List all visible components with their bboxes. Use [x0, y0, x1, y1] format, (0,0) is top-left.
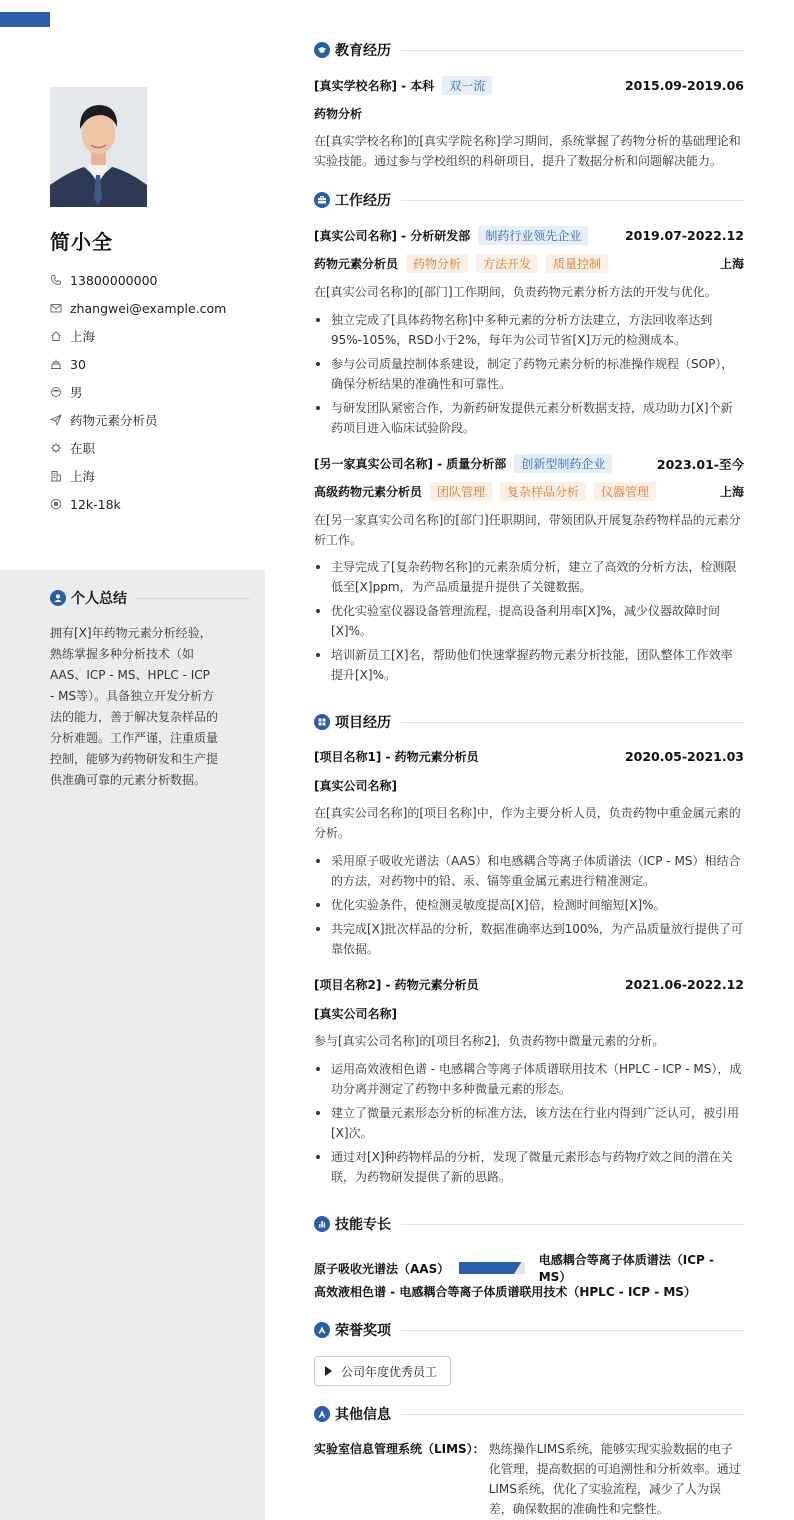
- job-1-desc: 在[真实公司名称]的[部门]工作期间，负责药物元素分析方法的开发与优化。: [314, 285, 717, 299]
- skill-label: 电感耦合等离子体质谱法（ICP - MS）: [538, 1253, 714, 1284]
- project-1-desc: 在[真实公司名称]的[项目名称]中，作为主要分析人员，负责药物中重金属元素的分析。: [314, 806, 741, 840]
- job-1-tag: 质量控制: [546, 254, 608, 273]
- award-icon: [314, 1322, 330, 1338]
- grid-icon: [314, 714, 330, 730]
- award-item[interactable]: [314, 1356, 451, 1386]
- job-1-bullets: [314, 310, 744, 442]
- age-icon: [50, 358, 62, 370]
- user-icon: [50, 590, 66, 606]
- projects-title: 项目经历: [335, 715, 391, 731]
- mail-icon: [50, 302, 62, 314]
- info-row-age: [50, 350, 250, 378]
- status-text: 在职: [70, 441, 96, 456]
- skill-label: 原子吸收光谱法（AAS）: [314, 1261, 450, 1276]
- other-item-value: 熟练操作LIMS系统，能够实现实验数据的电子化管理，提高数据的可追溯性和分析效率。通过LIMS系统，优化了实验流程，减少了人为误差，确保数据的准确性和完整性。: [488, 1442, 741, 1516]
- list-item: 运用高效液相色谱 - 电感耦合等离子体质谱联用技术（HPLC - ICP - MS），成功分离并测定了药物中多种微量元素的形态。: [314, 1059, 744, 1099]
- info-row-gender: [50, 378, 250, 406]
- contact-info: [50, 266, 250, 518]
- age-text: 30: [70, 356, 86, 372]
- job-2-header: [314, 454, 744, 473]
- job-2-bullets: [314, 557, 744, 689]
- job-1-company: [真实公司名称] - 分析研发部: [314, 229, 471, 243]
- building-icon: [50, 470, 62, 482]
- job-1-city: 上海: [719, 257, 744, 271]
- divider: [401, 1330, 744, 1331]
- salary-text: 12k-18k: [70, 496, 121, 512]
- play-icon: [325, 1366, 332, 1376]
- info-icon: [314, 1406, 330, 1422]
- project-1-date: 2020.05-2021.03: [624, 749, 744, 764]
- project-2-header: [314, 976, 744, 993]
- list-item: 独立完成了[具体药物名称]中多种元素的分析方法建立，方法回收率达到95%-105%，RSD小于2%，每年为公司节省[X]万元的检测成本。: [314, 310, 744, 350]
- info-row-status: [50, 434, 250, 462]
- location-text: 上海: [70, 329, 96, 344]
- home-icon: [50, 330, 62, 342]
- skills-title: 技能专长: [335, 1217, 391, 1233]
- list-item: 共完成[X]批次样品的分析，数据准确率达到100%，为产品质量放行提供了可靠依据。: [314, 919, 744, 959]
- divider: [401, 722, 744, 723]
- skill-level-bar: [459, 1262, 525, 1274]
- project-1-bullets: [314, 851, 744, 963]
- list-item: 培训新员工[X]名，帮助他们快速掌握药物元素分析技能，团队整体工作效率提升[X]%。: [314, 645, 744, 685]
- info-row-phone: [50, 266, 250, 294]
- project-1-header: [314, 748, 744, 765]
- list-item: 优化实验条件，使检测灵敏度提高[X]倍，检测时间缩短[X]%。: [314, 895, 744, 915]
- list-item: 与研发团队紧密合作，为新药研发提供元素分析数据支持，成功助力[X]个新药项目进入临床试验阶段。: [314, 398, 744, 438]
- phone-icon: [50, 274, 62, 286]
- project-2-date: 2021.06-2022.12: [624, 977, 744, 992]
- job-1-role-row: [314, 254, 744, 273]
- awards-title: 荣誉奖项: [335, 1323, 391, 1339]
- list-item: 建立了微量元素形态分析的标准方法，该方法在行业内得到广泛认可，被引用[X]次。: [314, 1103, 744, 1143]
- school-name: [真实学校名称] - 本科: [314, 79, 435, 93]
- work-header: [314, 191, 744, 209]
- job-1-company-tag: 制药行业领先企业: [478, 226, 588, 245]
- major: 药物分析: [314, 107, 363, 121]
- job-1-header: [314, 226, 744, 245]
- job-2-company: [另一家真实公司名称] - 质量分析部: [314, 457, 507, 471]
- summary-header: [50, 588, 250, 608]
- divider: [135, 598, 250, 599]
- job-2-city: 上海: [719, 485, 744, 499]
- other-header: [314, 1405, 744, 1423]
- skills-row-1: [314, 1251, 744, 1285]
- list-item: 主导完成了[复杂药物名称]的元素杂质分析，建立了高效的分析方法，检测限低至[X]ppm，为产品质量提升提供了关键数据。: [314, 557, 744, 597]
- job-2-tag: 仪器管理: [594, 482, 656, 501]
- divider: [401, 1414, 744, 1415]
- send-icon: [50, 414, 62, 426]
- graduation-cap-icon: [314, 42, 330, 58]
- gender-icon: [50, 386, 62, 398]
- job-2-date: 2023.01-至今: [656, 456, 744, 472]
- project-1-name: [项目名称1] - 药物元素分析员: [314, 750, 479, 764]
- projects-header: [314, 713, 744, 731]
- job-2-role-row: [314, 482, 744, 501]
- award-label: 公司年度优秀员工: [341, 1364, 438, 1379]
- gender-text: 男: [70, 385, 83, 400]
- info-row-email: [50, 294, 250, 322]
- info-row-city: [50, 462, 250, 490]
- project-2-desc: 参与[真实公司名称]的[项目名称2]，负责药物中微量元素的分析。: [314, 1034, 665, 1048]
- phone-text: 13800000000: [70, 272, 158, 288]
- project-1-company: [真实公司名称]: [314, 779, 397, 793]
- info-row-location: [50, 322, 250, 350]
- job-2-tag: 复杂样品分析: [500, 482, 586, 501]
- job-1-tag: 方法开发: [476, 254, 538, 273]
- divider: [401, 1224, 744, 1225]
- candidate-name: 简小全: [50, 230, 113, 254]
- job-1-tag: 药物分析: [406, 254, 468, 273]
- job-1-role: 药物元素分析员: [314, 257, 399, 271]
- skills-header: [314, 1215, 744, 1233]
- position-text: 药物元素分析员: [70, 413, 158, 428]
- other-title: 其他信息: [335, 1407, 391, 1423]
- other-item-key: 实验室信息管理系统（LIMS）：: [314, 1442, 485, 1456]
- divider: [401, 50, 744, 51]
- skill-level-fill: [459, 1262, 522, 1274]
- project-2-bullets: [314, 1059, 744, 1191]
- summary-text: 拥有[X]年药物元素分析经验，熟练掌握多种分析技术（如 AAS、ICP - MS、HPLC - ICP - MS等）。具备独立开发分析方法的能力，善于解决复杂样品的分析难题。工作严谨，注重质量控制，能够为药物研发和生产提供准确可靠的元素分析数据。: [50, 626, 219, 787]
- briefcase-icon: [314, 192, 330, 208]
- job-2-company-tag: 创新型制药企业: [514, 454, 612, 473]
- list-item: 参与公司质量控制体系建设，制定了药物元素分析的标准操作规程（SOP），确保分析结果的准确性和可靠性。: [314, 354, 744, 394]
- salary-icon: [50, 498, 62, 510]
- info-row-position: [50, 406, 250, 434]
- summary-title: 个人总结: [71, 591, 127, 607]
- job-1-date: 2019.07-2022.12: [624, 228, 744, 243]
- other-item: [314, 1439, 744, 1519]
- education-date: 2015.09-2019.06: [624, 78, 744, 93]
- awards-header: [314, 1321, 744, 1339]
- job-2-role: 高级药物元素分析员: [314, 485, 423, 499]
- avatar: [50, 87, 147, 207]
- status-icon: [50, 442, 62, 454]
- job-2-tag: 团队管理: [430, 482, 492, 501]
- bar-chart-icon: [314, 1216, 330, 1232]
- work-title: 工作经历: [335, 193, 391, 209]
- education-header: [314, 41, 744, 59]
- education-entry-header: [314, 76, 744, 95]
- education-title: 教育经历: [335, 43, 391, 59]
- job-2-desc: 在[另一家真实公司名称]的[部门]任职期间，带领团队开展复杂药物样品的元素分析工作。: [314, 513, 741, 547]
- skill-label: 高效液相色谱 - 电感耦合等离子体质谱联用技术（HPLC - ICP - MS）: [314, 1285, 696, 1299]
- divider: [401, 200, 744, 201]
- accent-bar: [0, 12, 50, 27]
- city-text: 上海: [70, 469, 96, 484]
- list-item: 采用原子吸收光谱法（AAS）和电感耦合等离子体质谱法（ICP - MS）相结合的方法，对药物中的铅、汞、镉等重金属元素进行精准测定。: [314, 851, 744, 891]
- list-item: 通过对[X]种药物样品的分析，发现了微量元素形态与药物疗效之间的潜在关联，为药物研发提供了新的思路。: [314, 1147, 744, 1187]
- project-2-company: [真实公司名称]: [314, 1007, 397, 1021]
- email-text: zhangwei@example.com: [70, 300, 227, 316]
- list-item: 优化实验室仪器设备管理流程，提高设备利用率[X]%，减少仪器故障时间[X]%。: [314, 601, 744, 641]
- education-desc: 在[真实学校名称]的[真实学院名称]学习期间，系统掌握了药物分析的基础理论和实验技能。通过参与学校组织的科研项目，提升了数据分析和问题解决能力。: [314, 134, 741, 168]
- info-row-salary: [50, 490, 250, 518]
- school-tag: 双一流: [442, 76, 492, 95]
- project-2-name: [项目名称2] - 药物元素分析员: [314, 978, 479, 992]
